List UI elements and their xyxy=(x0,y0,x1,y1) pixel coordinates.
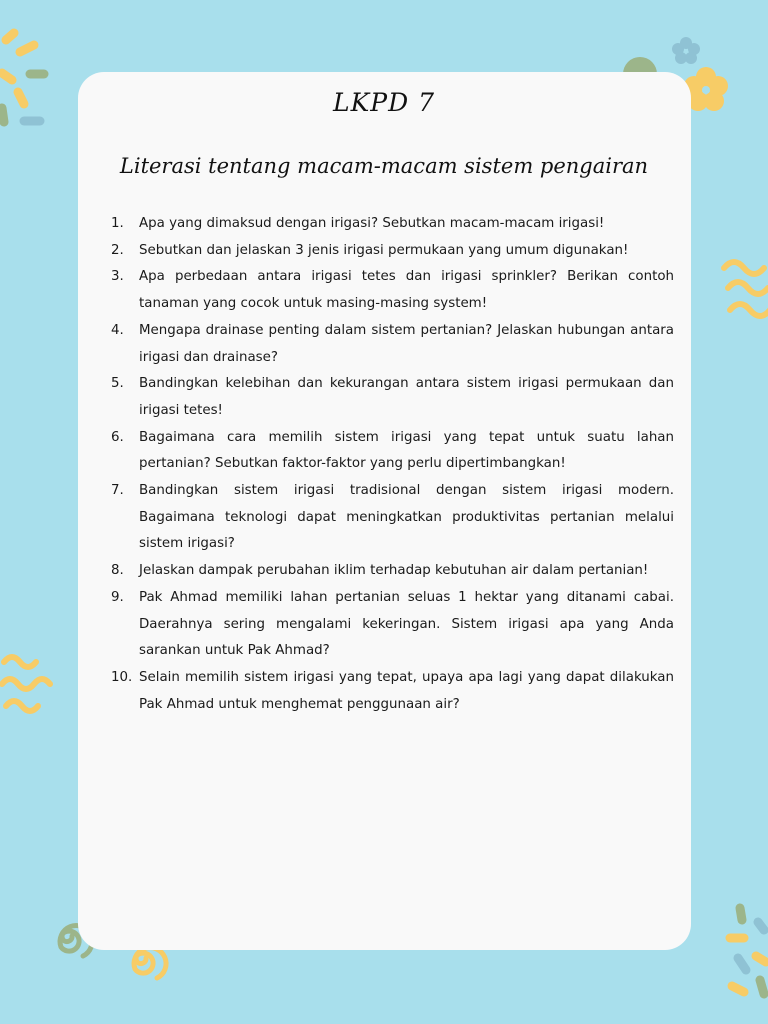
question-number: 5. xyxy=(111,376,124,392)
question-text: Apa perbedaan antara irigasi tetes dan irigasi sprinkler? Berikan contoh tanaman yang cocok untuk masing-masing system! xyxy=(139,269,674,312)
question-number: 4. xyxy=(111,322,124,338)
question-number: 8. xyxy=(111,563,124,579)
list-item xyxy=(111,585,674,665)
wave-icon xyxy=(724,262,768,316)
question-number: 10. xyxy=(111,669,133,685)
question-text: Bandingkan sistem irigasi tradisional dengan sistem irigasi modern. Bagaimana teknologi dapat meningkatkan produktivitas pertanian melalui sistem irigasi? xyxy=(139,483,674,552)
list-item xyxy=(111,238,674,265)
list-item xyxy=(111,211,674,238)
page-title: LKPD 7 xyxy=(333,88,435,117)
question-text: Jelaskan dampak perubahan iklim terhadap kebutuhan air dalam pertanian! xyxy=(139,563,649,579)
question-text: Selain memilih sistem irigasi yang tepat, upaya apa lagi yang dapat dilakukan Pak Ahmad untuk menghemat penggunaan air? xyxy=(139,669,674,712)
list-item xyxy=(111,558,674,585)
flower-icon xyxy=(672,37,700,64)
list-item xyxy=(111,665,674,718)
list-item xyxy=(111,478,674,558)
question-text: Pak Ahmad memiliki lahan pertanian seluas 1 hektar yang ditanami cabai. Daerahnya sering mengalami kekeringan. Sistem irigasi apa yang Anda sarankan untuk Pak Ahmad? xyxy=(139,589,674,659)
question-number: 3. xyxy=(111,269,124,285)
question-text: Bagaimana cara memilih sistem irigasi yang tepat untuk suatu lahan pertanian? Sebutkan faktor-faktor yang perlu dipertimbangkan! xyxy=(139,429,674,472)
wave-icon xyxy=(2,657,50,711)
question-number: 7. xyxy=(111,483,124,499)
list-item xyxy=(111,318,674,371)
question-number: 6. xyxy=(111,429,124,445)
page-subtitle: Literasi tentang macam-macam sistem pengairan xyxy=(119,154,649,178)
question-text: Bandingkan kelebihan dan kekurangan antara sistem irigasi permukaan dan irigasi tetes! xyxy=(139,376,674,418)
question-number: 2. xyxy=(111,242,124,258)
list-item xyxy=(111,371,674,424)
question-list xyxy=(111,211,674,718)
question-text: Sebutkan dan jelaskan 3 jenis irigasi permukaan yang umum digunakan! xyxy=(139,242,629,258)
confetti-icon xyxy=(730,908,766,994)
question-number: 9. xyxy=(111,589,124,605)
question-text: Apa yang dimaksud dengan irigasi? Sebutkan macam-macam irigasi! xyxy=(139,216,605,231)
question-number: 1. xyxy=(111,216,124,231)
question-text: Mengapa drainase penting dalam sistem pertanian? Jelaskan hubungan antara irigasi dan drainase? xyxy=(139,322,674,365)
list-item xyxy=(111,264,674,317)
list-item xyxy=(111,425,674,478)
